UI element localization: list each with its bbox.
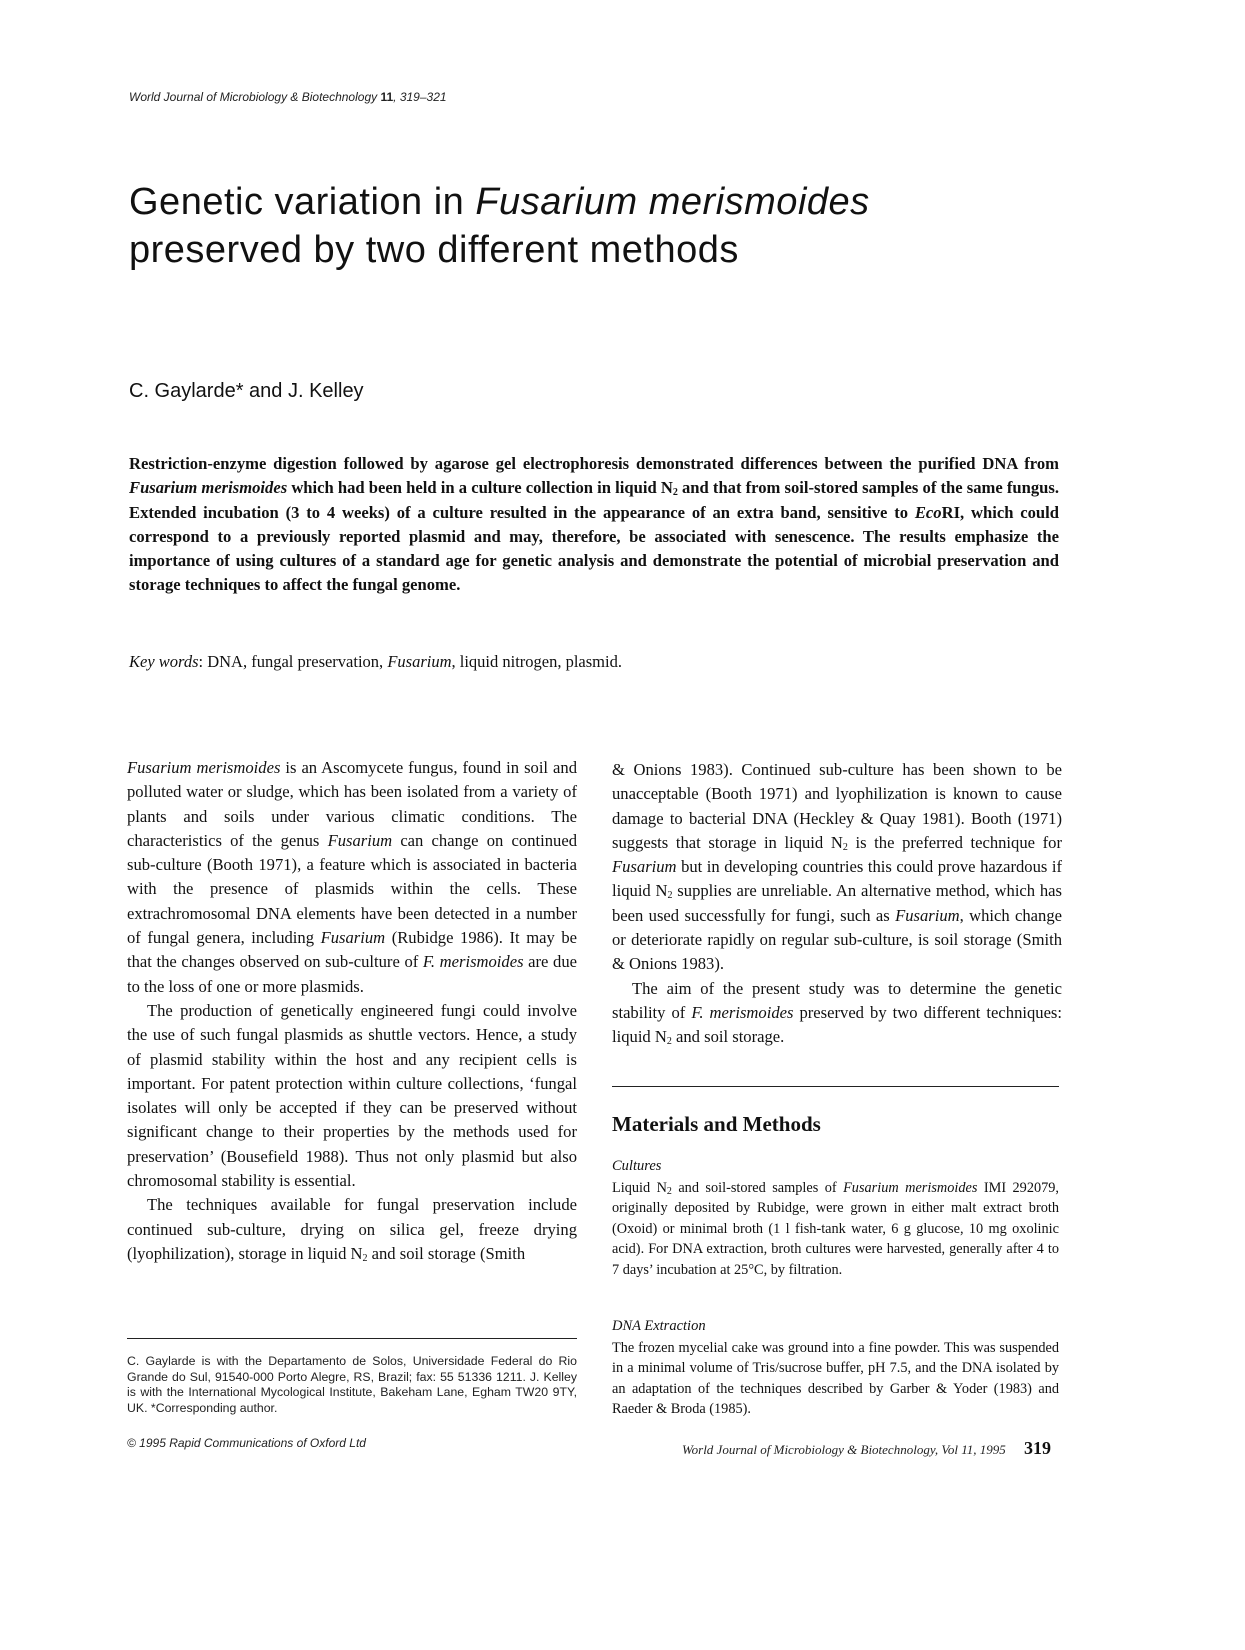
keywords-genus: Fusarium (387, 652, 452, 671)
body-paragraph (127, 756, 577, 999)
title-species: Fusarium merismoides (475, 181, 870, 223)
paragraph-text: IMI 292079, originally deposited by Rubidge, were grown in either malt extract broth (Oxoid) or minimal broth (1 l fish-tank water, 6 g glucose, 10 mg oxolinic acid). For DNA extraction, broth cultures were harvested, generally after 4 to 7 days’ incubation at 25°C, by filtration. (612, 1180, 1059, 1278)
genus-name: Fusarium (895, 905, 960, 925)
paragraph-text: The techniques available for fungal preservation include continued sub-culture, drying on silica gel, freeze drying (lyophilization), storage in liquid N (127, 1195, 577, 1263)
genus-name: Fusarium (320, 928, 386, 948)
title-part2: preserved by two different methods (129, 229, 739, 271)
paragraph-text: and soil storage. (671, 1027, 785, 1047)
footnote-divider (127, 1338, 577, 1339)
body-paragraph (612, 758, 1062, 977)
species-name: F. merismoides (691, 1002, 794, 1022)
body-paragraph: The production of genetically engineered fungi could involve the use of such fungal plasmids as shuttle vectors. Hence, a study of plasmid stability within the host and any recipient cells is important. For patent protection within culture collections, ‘fungal isolates will only be accepted if they can be preserved without significant change to their properties by the methods used for preservation’ (Bousefield 1988). Thus not only plasmid but also chromosomal stability is essential. (127, 1000, 577, 1191)
journal-volume: 11 (380, 90, 394, 104)
paragraph-text: The aim of the present study was to determine the genetic stability of (612, 978, 1062, 1022)
section-heading: Materials and Methods (612, 1112, 821, 1136)
left-column (127, 756, 577, 1266)
paragraph-text: are due to the loss of one or more plasmids. (127, 952, 577, 996)
abstract-text: , which could correspond to a previously reported plasmid and may, therefore, be associated with senescence. The results emphasize the importance of using cultures of a standard age for genetic analysis and demonstrate the potential of microbial preservation and storage techniques to affect the fungal genome. (129, 502, 1059, 595)
abstract-enzyme: Eco (914, 502, 942, 522)
paragraph-text: is an Ascomycete fungus, found in soil and polluted water or sludge, which has been isolated from a variety of plants and soils under various climatic conditions. The characteristics of the genus (127, 758, 577, 850)
subscript: 2 (362, 1252, 368, 1264)
journal-name: World Journal of Microbiology & Biotechnology (129, 90, 378, 104)
paragraph-text: & Onions 1983). Continued sub-culture has been shown to be unacceptable (Booth 1971) and lyophilization is known to cause damage to bacterial DNA (Heckley & Quay 1981). Booth (1971) suggests that storage in liquid N (612, 760, 1062, 852)
paragraph-text: can change on continued sub-culture (Booth 1971), a feature which is associated in bacteria with the presence of plasmids within the cells. These extrachromosomal DNA elements have been detected in a number of fungal genera, including (127, 830, 577, 948)
paragraph-text: preserved by two different techniques: liquid N (612, 1002, 1063, 1047)
journal-header (129, 90, 447, 104)
abstract-subscript: 2 (672, 487, 678, 499)
paragraph-text: (Rubidge 1986). It may be that the changes observed on sub-culture of (127, 928, 577, 972)
abstract-species: Fusarium merismoides (129, 478, 288, 498)
subscript: 2 (666, 1036, 672, 1048)
subsection-heading-cultures: Cultures (612, 1158, 662, 1174)
abstract-text: which had been held in a culture collection in liquid N (287, 478, 673, 498)
subscript: 2 (667, 890, 673, 902)
paragraph-text: is the preferred technique for (847, 832, 1062, 852)
species-name: Fusarium merismoides (127, 758, 281, 777)
title-part1: Genetic variation in (129, 181, 476, 223)
abstract-text: Restriction-enzyme digestion followed by agarose gel electrophoresis demonstrated differences between the purified DNA from (129, 454, 1059, 473)
keywords-label: Key words (129, 652, 199, 671)
keywords (129, 652, 1059, 672)
subscript: 2 (666, 1186, 672, 1197)
paragraph-text: and soil-stored samples of (671, 1180, 844, 1196)
journal-pages: , 319–321 (393, 90, 447, 104)
footer-journal: World Journal of Microbiology & Biotechnology, Vol 11, 1995 (682, 1442, 1006, 1457)
keywords-text: : DNA, fungal preservation, (198, 652, 388, 671)
right-column (612, 758, 1062, 1050)
section-divider (612, 1086, 1059, 1087)
cultures-paragraph (612, 1178, 1059, 1280)
body-paragraph (612, 977, 1062, 1050)
paragraph-text: Liquid N (612, 1180, 667, 1196)
genus-name: Fusarium (612, 857, 677, 877)
keywords-text: , liquid nitrogen, plasmid. (451, 652, 622, 671)
abstract-text: and that from soil-stored samples of the same fungus. Extended incubation (3 to 4 weeks) of a culture resulted in the appearance of an extra band, sensitive to (129, 478, 1060, 522)
paragraph-text: supplies are unreliable. An alternative method, which has been used successfully for fungi, such as (612, 881, 1063, 925)
species-name: Fusarium merismoides (843, 1180, 978, 1196)
subsection-heading-dna: DNA Extraction (612, 1318, 706, 1334)
genus-name: Fusarium (327, 830, 393, 850)
copyright: © 1995 Rapid Communications of Oxford Ltd (127, 1436, 366, 1450)
paragraph-text: , which change or deteriorate rapidly on regular sub-culture, is soil storage (Smith & Onions 1983). (612, 905, 1062, 974)
authors: C. Gaylarde* and J. Kelley (129, 380, 364, 402)
article-title (129, 178, 1129, 274)
paragraph-text: and soil storage (Smith (367, 1243, 526, 1263)
subscript: 2 (842, 841, 848, 853)
abstract (129, 452, 1059, 598)
paragraph-text: but in developing countries this could prove hazardous if liquid N (612, 857, 1062, 901)
page-number: 319 (1024, 1438, 1051, 1458)
species-name: F. merismoides (422, 952, 524, 972)
abstract-enzyme-suffix: RI (941, 502, 961, 522)
body-paragraph (127, 1193, 577, 1266)
author-footnote: C. Gaylarde is with the Departamento de Solos, Universidade Federal do Rio Grande do Sul, 91540-000 Porto Alegre, RS, Brazil; fax: 55 51336 1211. J. Kelley is with the International Mycological Institute, Bakeham Lane, Egham TW20 9TY, UK. *Corresponding author. (127, 1354, 577, 1415)
dna-extraction-paragraph: The frozen mycelial cake was ground into a fine powder. This was suspended in a minimal volume of Tris/sucrose buffer, pH 7.5, and the DNA isolated by an adaptation of the techniques described by Garber & Yoder (1983) and Raeder & Broda (1985). (612, 1340, 1059, 1418)
